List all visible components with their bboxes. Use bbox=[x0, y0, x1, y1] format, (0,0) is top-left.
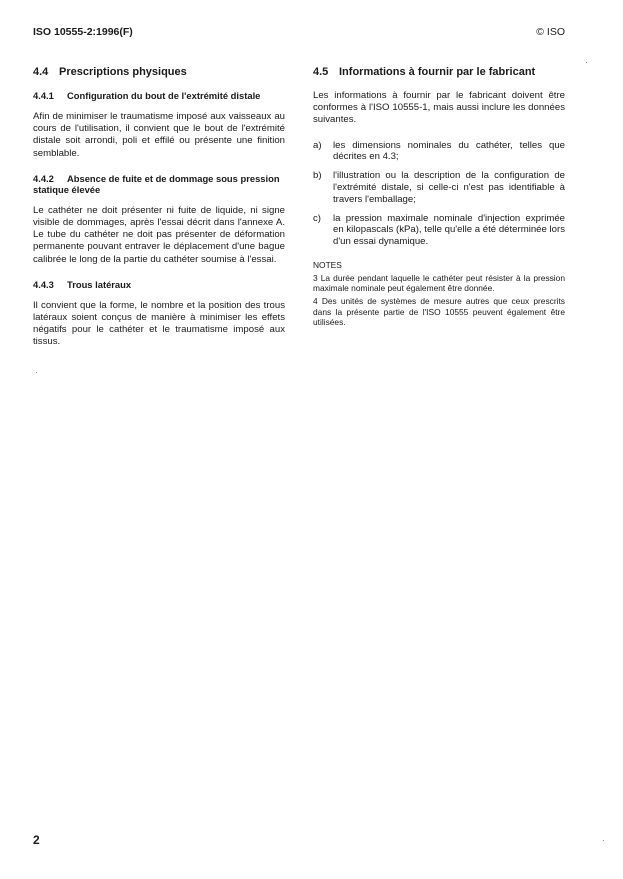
subsection-heading-4-4-2 bbox=[33, 173, 285, 195]
scan-speck bbox=[586, 62, 587, 63]
section-title: Prescriptions physiques bbox=[59, 66, 187, 78]
page-number: 2 bbox=[33, 833, 40, 847]
subsection-title: Configuration du bout de l'extrémité distale bbox=[67, 90, 261, 101]
scan-speck bbox=[36, 372, 37, 373]
scan-speck bbox=[603, 840, 604, 841]
subsection-number: 4.4.3 bbox=[33, 278, 54, 290]
list-text: la pression maximale nominale d'injection exprimée en kilopascals (kPa), telle qu'elle a été déterminée lors d'un essai dynamique. bbox=[333, 212, 565, 248]
header-standard: ISO 10555-2:1996(F) bbox=[33, 26, 133, 38]
subsection-title: Trous latéraux bbox=[67, 278, 132, 290]
list-item bbox=[313, 140, 565, 164]
list-marker: b) bbox=[313, 170, 322, 182]
list-text: les dimensions nominales du cathéter, telles que décrites en 4.3; bbox=[333, 139, 565, 163]
paragraph-4-4-3: Il convient que la forme, le nombre et la position des trous latéraux soient conçus de manière à minimiser les effets négatifs pour le cathéter et le traumatisme imposé aux tissus. bbox=[33, 299, 285, 348]
requirements-list bbox=[313, 140, 565, 248]
paragraph-4-4-1: Afin de minimiser le traumatisme imposé aux vaisseaux au cours de l'utilisation, il convient que le bout de l'extrémité distale soit arrondi, poli et effilé ou présente une finition semblable. bbox=[33, 111, 285, 159]
list-marker: a) bbox=[313, 139, 322, 151]
paragraph-4-4-2: Le cathéter ne doit présenter ni fuite de liquide, ni signe visible de dommages, après l'essai décrit dans l'annexe A. Le tube du cathéter ne doit pas présenter de déformation permanente pouvant entraver le déplacement d'une bague calibrée le long de la partie du cathéter soumise à l'essai. bbox=[33, 204, 285, 265]
section-number: 4.4 bbox=[33, 66, 49, 78]
right-column bbox=[313, 66, 565, 330]
list-item bbox=[313, 170, 565, 205]
subsection-number: 4.4.2 bbox=[33, 172, 54, 184]
note-3: 3 La durée pendant laquelle le cathéter peut résister à la pression maximale nominale peut également être donnée. bbox=[313, 272, 565, 294]
section-heading-4-4 bbox=[33, 66, 285, 78]
paragraph-4-5-intro: Les informations à fournir par le fabricant doivent être conformes à l'ISO 10555-1, mais aussi inclure les données suivantes. bbox=[313, 90, 565, 126]
notes-title: NOTES bbox=[313, 259, 342, 270]
subsection-number: 4.4.1 bbox=[33, 90, 54, 101]
list-text: l'illustration ou la description de la configuration de l'extrémité distale, si celle-ci n'est pas identifiable à travers l'emballage; bbox=[333, 170, 565, 205]
subsection-heading-4-4-3 bbox=[33, 279, 285, 290]
section-number: 4.5 bbox=[313, 66, 329, 78]
subsection-heading-4-4-1 bbox=[33, 90, 285, 101]
section-heading-4-5 bbox=[313, 66, 565, 78]
note-4: 4 Des unités de systèmes de mesure autres que ceux prescrits dans la présente partie de l'ISO 10555 peuvent également être utilisées. bbox=[313, 296, 565, 327]
list-item bbox=[313, 213, 565, 248]
left-column bbox=[33, 66, 285, 362]
list-marker: c) bbox=[313, 212, 321, 224]
header-copyright: © ISO bbox=[536, 26, 565, 38]
section-title: Informations à fournir par le fabricant bbox=[339, 66, 536, 78]
subsection-title: Absence de fuite et de dommage sous pression statique élevée bbox=[33, 172, 280, 195]
